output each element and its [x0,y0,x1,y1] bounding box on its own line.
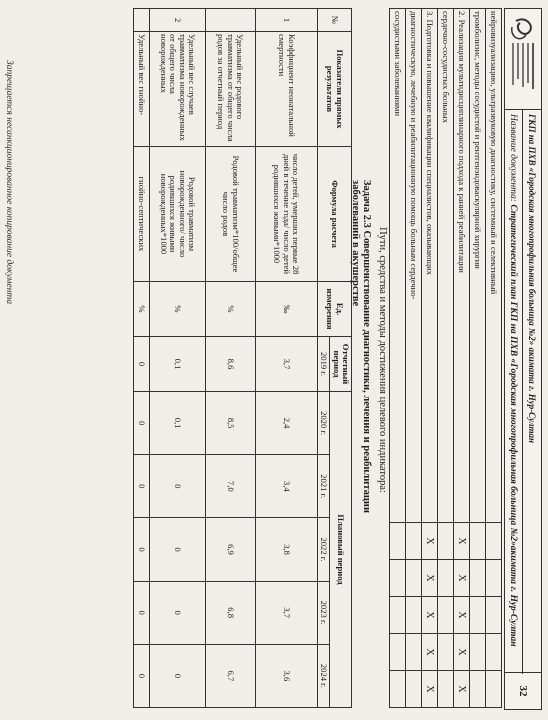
cell-value: 2,4 [255,392,317,455]
action-mark [470,523,486,560]
indicator-row [133,9,149,708]
indicators-table-body [133,9,317,708]
col-reporting: Отчетный период [330,337,352,392]
document-name-label: Название документа: [508,114,518,203]
action-mark [390,523,406,560]
cell-formula: гнойно-септических [133,147,149,282]
action-text: 2. Реализация мультидисциплинарного подхода к ранней реабилитации [454,9,470,523]
indicator-row [205,9,255,708]
action-mark [406,671,422,708]
cell-value: 0,1 [149,337,205,392]
col-planned: Плановый период [330,392,352,708]
action-mark: X [454,523,470,560]
indicators-table [133,8,352,708]
action-mark [390,634,406,671]
cell-value: 6,7 [205,644,255,707]
action-row [470,9,486,708]
col-unit: Ед. измерения [317,282,351,337]
action-mark: X [422,671,438,708]
hospital-title: ГКП на ПХВ «Городская многопрофильная больница №2» акимата г. Нур-Султан [523,109,541,674]
copy-warning: Запрещается несанкционированное копирование документа [4,60,14,305]
action-mark [470,597,486,634]
cell-value: 0 [149,455,205,518]
cell-value: 8,5 [205,392,255,455]
col-year: 2020 г. [317,392,329,455]
cell-value: 6,9 [205,518,255,581]
cell-value: 0 [133,455,149,518]
hospital-logo [506,13,540,93]
cell-indicator: Удельный вес родового травматизма от общего числа родов за отчетный период [205,32,255,147]
action-mark: X [454,560,470,597]
cell-value: 0 [133,392,149,455]
col-num: № [317,9,351,32]
cell-value: 0,1 [149,392,205,455]
task-title: Задача 2.3 Совершенствование диагностики, лечения и реабилитации заболеваний в акушерстве [350,180,372,514]
cell-indicator: Удельный вес гнойно- [133,32,149,147]
cell-value: 0 [133,581,149,644]
cell-value: 0 [149,581,205,644]
cell-num: 1 [255,9,317,32]
cell-num [133,9,149,32]
cell-value: 0 [149,644,205,707]
action-mark [470,634,486,671]
cell-formula: Родовой травматизм новорожденного/ число родившихся живыми новорожденных*1000 [149,147,205,282]
action-row [486,9,502,708]
actions-table [389,8,502,708]
action-mark: X [454,597,470,634]
action-mark [438,523,454,560]
action-mark [406,560,422,597]
action-row [438,9,454,708]
col-year: 2023 г. [317,581,329,644]
action-text: 3. Подготовка и повышение квалификации специалистов, оказывающих [422,9,438,523]
document-name-row [504,109,523,674]
cell-value: 0 [133,518,149,581]
cell-unit: % [149,282,205,337]
cell-num: 2 [149,9,205,32]
action-row [390,9,406,708]
action-mark: X [422,634,438,671]
action-mark [470,671,486,708]
indicator-row [255,9,317,708]
action-mark [406,597,422,634]
col-year: 2022 г. [317,518,329,581]
action-text: нейровизуализацию, ультразвуковую диагностику, системный и селективный [486,9,502,523]
action-row [454,9,470,708]
action-mark [438,671,454,708]
action-mark: X [422,560,438,597]
cell-value: 3,4 [255,455,317,518]
col-formula: Формула расчета [317,147,351,282]
action-mark [406,634,422,671]
cell-value: 8,6 [205,337,255,392]
action-mark: X [422,523,438,560]
action-mark [438,560,454,597]
document-header [504,8,542,710]
action-text: сосудистыми заболеваниями [390,9,406,523]
cell-unit: % [133,282,149,337]
action-mark [406,523,422,560]
cell-value: 0 [133,337,149,392]
indicator-row [149,9,205,708]
action-text: диагностическую, лечебную и реабилитационную помощь больным сердечно- [406,9,422,523]
cell-value: 3,8 [255,518,317,581]
task-subtitle: Пути, средства и методы достижения целевого индикатора: [377,227,388,493]
cell-value: 6,8 [205,581,255,644]
cell-indicator: Удельный вес случаев травматизма новорожденных от общего числа новорожденных [149,32,205,147]
cell-value: 3,6 [255,644,317,707]
action-mark [390,671,406,708]
document-name: Стратегический план ГКП на ПХВ «Городская многопрофильная больница №2»акимата г. Нур-Султан [508,204,518,647]
action-mark [438,634,454,671]
cell-value: 0 [149,518,205,581]
cell-indicator: Коэффициент неонатальной смертности [255,32,317,147]
cell-value: 0 [133,644,149,707]
actions-table-body [390,9,502,708]
cell-value: 3,7 [255,337,317,392]
col-indicator: Показатели прямых результатов [317,32,351,147]
action-mark [438,597,454,634]
action-mark [486,560,502,597]
cell-unit: % [205,282,255,337]
page-number: 32 [505,672,541,709]
action-mark [486,634,502,671]
col-year: 2021 г. [317,455,329,518]
col-year: 2024 г. [317,644,329,707]
action-mark: X [454,634,470,671]
cell-value: 3,7 [255,581,317,644]
action-mark [470,560,486,597]
action-mark: X [454,671,470,708]
action-row [422,9,438,708]
action-mark [486,523,502,560]
action-mark [486,597,502,634]
cell-formula: число детей, умерших первые 28 дней в течение года/ число детей родившихся живыми*1000 [255,147,317,282]
action-mark [390,560,406,597]
action-mark [486,671,502,708]
cell-formula: Родовой травматизм*100/общее число родов [205,147,255,282]
col-year-2019: 2019 г. [317,337,329,392]
action-mark: X [422,597,438,634]
cell-unit: ‰ [255,282,317,337]
action-row [406,9,422,708]
cell-num [205,9,255,32]
cell-value: 7,0 [205,455,255,518]
action-mark [390,597,406,634]
action-text: сердечно-сосудистых больных [438,9,454,523]
action-text: тромболизис, методы сосудистой и рентгенэндоваскулярной хирургии [470,9,486,523]
